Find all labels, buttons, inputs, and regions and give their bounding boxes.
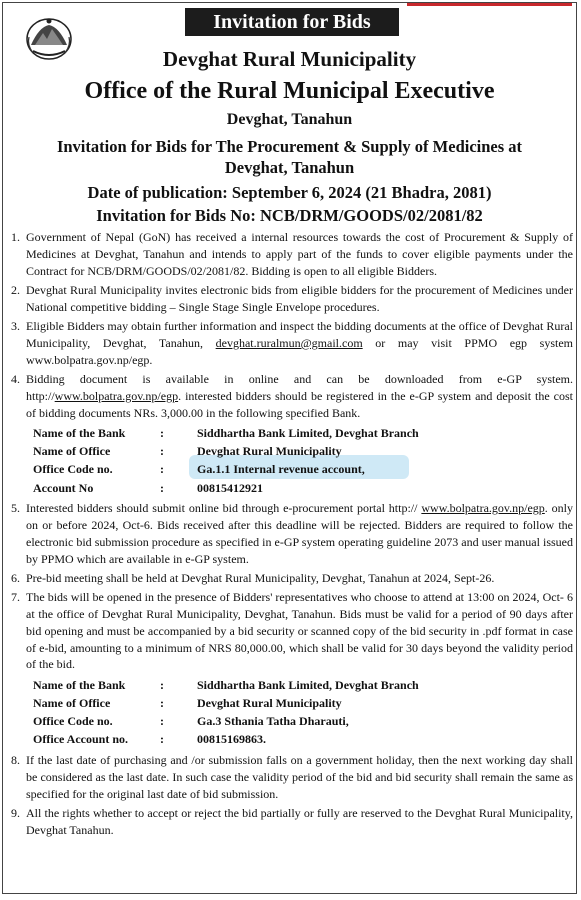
bank-row: Office Code no. : Ga.3 Sthania Tatha Dharauti, xyxy=(33,714,349,729)
bank-details-2 xyxy=(33,676,573,749)
ifb-number: Invitation for Bids No: NCB/DRM/GOODS/02/2081/82 xyxy=(96,206,483,225)
clause-3: 3. Eligible Bidders may obtain further information and inspect the bidding documents at the office of Devghat Rural Municipality, Devghat, Tanahun, devghat.ruralmun@gmail.com or may visit PPMO egp system www.bolpatra.gov.np/egp. xyxy=(11,318,574,367)
location: Devghat, Tanahun xyxy=(226,111,353,128)
clause-9: 9. All the rights whether to accept or reject the bid partially or fully are reserved to the Devghat Rural Municipality, Devghat Tanahun. xyxy=(11,805,573,837)
bank-row: Name of the Bank : Siddhartha Bank Limited, Devghat Branch xyxy=(33,677,419,692)
email-link[interactable]: devghat.ruralmun@gmail.com xyxy=(215,335,363,350)
bid-clauses xyxy=(11,229,573,841)
bank-row: Office Code no. : Ga.1.1 Internal revenue account, xyxy=(33,462,365,477)
office-name: Office of the Rural Municipal Executive xyxy=(84,78,495,104)
clause-2: 2. Devghat Rural Municipality invites electronic bids from eligible bidders for the procurement of Medicines under National competitive bidding – Single Stage Single Envelope procedures. xyxy=(11,282,573,314)
clause-1: 1. Government of Nepal (GoN) has received a internal resources towards the cost of Procurement & Supply of Medicines at Devghat, Tanahun and intends to apply part of the funds to cover eligible payments under the Contract for NCB/DRM/GOODS/02/2081/82. Bidding is open to all eligible Bidders. xyxy=(11,230,573,278)
org-name: Devghat Rural Municipality xyxy=(162,47,417,71)
clause-7: 7. The bids will be opened in the presence of Bidders' representatives who choose to attend at 13:00 on 2024, Oct- 6 at the office of Devghat Rural Municipality, Devghat, Tanahun. Bids must be valid for a period of 90 days after bid opening and must be accompanied by a bid security or scanned copy of the bid security in .pdf format in case of e-bid, amounting to a minimum of NRS 80,000.00, which shall be valid for 30 days beyond the validity period of the bid. xyxy=(11,589,573,672)
notice-page xyxy=(2,2,577,894)
bank-row: Name of the Bank : Siddhartha Bank Limited, Devghat Branch xyxy=(33,425,419,440)
bank-details-1 xyxy=(33,424,573,497)
bank-row: Account No : 00815412921 xyxy=(33,480,263,495)
publication-date: Date of publication: September 6, 2024 (21 Bhadra, 2081) xyxy=(87,183,492,202)
bank-row: Office Account no. : 00815169863. xyxy=(33,732,266,747)
bolpatra-link[interactable]: www.bolpatra.gov.np/egp xyxy=(54,388,179,403)
clause-4: 4. Bidding document is available in online and can be downloaded from e-GP system. http://www.bolpatra.gov.np/egp. interested bidders should be registered in the e-GP system and deposit the cost of bidding documents NRs. 3,000.00 in the following specified Bank. xyxy=(11,371,573,420)
clause-8: 8. If the last date of purchasing and /or submission falls on a government holiday, then the next working day shall be considered as the last date. In such case the validity period of the bid and bid security shall remain the same as specified for the original last date of bid submission. xyxy=(11,752,573,801)
bank-row: Name of Office : Devghat Rural Municipality xyxy=(33,444,342,459)
top-accent-bar xyxy=(407,2,572,6)
bank-row: Name of Office : Devghat Rural Municipality xyxy=(33,695,342,710)
subject-title: Invitation for Bids for The Procurement & Supply of Medicines at Devghat, Tanahun xyxy=(56,137,523,177)
clause-6: 6. Pre-bid meeting shall be held at Devghat Rural Municipality, Devghat, Tanahun at 2024, Sept-26. xyxy=(11,570,495,585)
clause-5: 5. Interested bidders should submit online bid through e-procurement portal http:// www.bolpatra.gov.np/egp. only on or before 2024, Oct-6. Bids received after this deadline will be rejected. Bidders are required to follow the electronic bid submission procedure as specified in e-GP system operating guideline 2073 and user manual issued by PPMO which are available in e-GP system. xyxy=(11,500,573,566)
bolpatra-link[interactable]: www.bolpatra.gov.np/egp xyxy=(421,500,545,515)
invitation-banner: Invitation for Bids xyxy=(185,8,399,36)
